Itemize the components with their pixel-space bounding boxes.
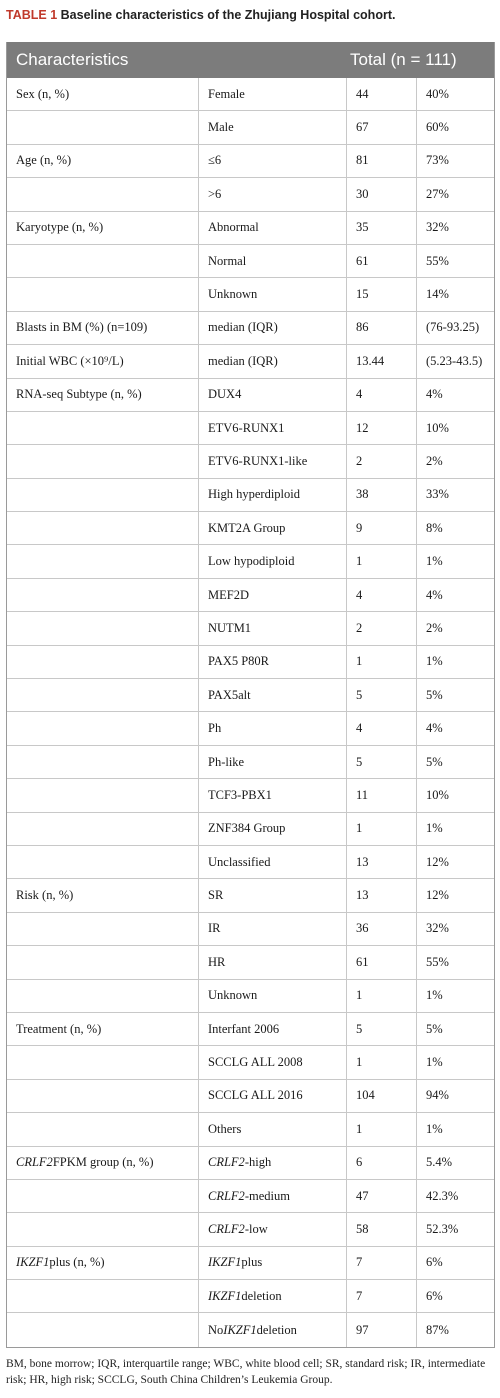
cell-c1: CRLF2 FPKM group (n, %) bbox=[16, 1155, 154, 1170]
cell-c2: High hyperdiploid bbox=[198, 479, 346, 511]
cell-c1 bbox=[7, 746, 198, 778]
cell-c3: 86 bbox=[346, 312, 416, 344]
table-row bbox=[7, 345, 494, 378]
table-row bbox=[7, 1180, 494, 1213]
table-row bbox=[7, 813, 494, 846]
cell-c2: KMT2A Group bbox=[198, 512, 346, 544]
table-row bbox=[7, 746, 494, 779]
cell-c2: ≤6 bbox=[198, 145, 346, 177]
table-title: Baseline characteristics of the Zhujiang Hospital cohort. bbox=[60, 8, 396, 22]
table-row bbox=[7, 512, 494, 545]
cell-c1 bbox=[7, 946, 198, 978]
cell-c2: Male bbox=[198, 111, 346, 143]
table-row bbox=[7, 579, 494, 612]
cell-c3: 6 bbox=[346, 1147, 416, 1179]
cell-c3: 4 bbox=[346, 712, 416, 744]
table-row bbox=[7, 245, 494, 278]
cell-c2: IKZF1 deletion bbox=[198, 1280, 346, 1312]
cell-c1 bbox=[7, 1180, 198, 1212]
table-row bbox=[7, 646, 494, 679]
cell-c3: 81 bbox=[346, 145, 416, 177]
cell-c2: No IKZF1 deletion bbox=[198, 1313, 346, 1346]
table-row bbox=[7, 1013, 494, 1046]
cell-c1 bbox=[7, 545, 198, 577]
cell-c4: 1% bbox=[416, 545, 496, 577]
cell-c2: >6 bbox=[198, 178, 346, 210]
cell-c3: 5 bbox=[346, 746, 416, 778]
cell-c1: Treatment (n, %) bbox=[16, 1021, 102, 1036]
table-row bbox=[7, 1046, 494, 1079]
cell-c4: 6% bbox=[416, 1247, 496, 1279]
cell-c1 bbox=[7, 646, 198, 678]
table-row bbox=[7, 445, 494, 478]
cell-c2: IR bbox=[198, 913, 346, 945]
table-row bbox=[7, 479, 494, 512]
cell-c4: 1% bbox=[416, 813, 496, 845]
table-row bbox=[7, 913, 494, 946]
cell-c2: Unknown bbox=[198, 278, 346, 310]
cell-c4: 10% bbox=[416, 779, 496, 811]
cell-c2: Unclassified bbox=[198, 846, 346, 878]
cell-c3: 61 bbox=[346, 245, 416, 277]
table-footnote: BM, bone morrow; IQR, interquartile range; WBC, white blood cell; SR, standard risk; IR, intermediate risk; HR, high risk; SCCLG, South China Children’s Leukemia Group. bbox=[6, 1358, 486, 1386]
cell-c4: 60% bbox=[416, 111, 496, 143]
table-label: TABLE 1 bbox=[6, 8, 58, 22]
table-row bbox=[7, 712, 494, 745]
cell-c1 bbox=[7, 813, 198, 845]
cell-c3: 44 bbox=[346, 78, 416, 110]
cell-c1 bbox=[7, 1280, 198, 1312]
cell-c3: 1 bbox=[346, 1046, 416, 1078]
cell-c3: 7 bbox=[346, 1247, 416, 1279]
cell-c2: SCCLG ALL 2008 bbox=[198, 1046, 346, 1078]
table-row bbox=[7, 846, 494, 879]
cell-c4: 5.4% bbox=[416, 1147, 496, 1179]
cell-c1 bbox=[7, 445, 198, 477]
cell-c2: Others bbox=[198, 1113, 346, 1145]
table-row bbox=[7, 145, 494, 178]
cell-c2: CRLF2 -medium bbox=[198, 1180, 346, 1212]
cell-c2: PAX5 P80R bbox=[198, 646, 346, 678]
table-row bbox=[7, 1213, 494, 1246]
cell-c1 bbox=[7, 579, 198, 611]
table-row bbox=[7, 679, 494, 712]
cell-c4: 1% bbox=[416, 1113, 496, 1145]
cell-c1 bbox=[7, 913, 198, 945]
cell-c2: NUTM1 bbox=[198, 612, 346, 644]
header-characteristics: Characteristics bbox=[16, 50, 129, 69]
cell-c1 bbox=[7, 1046, 198, 1078]
cell-c2: HR bbox=[198, 946, 346, 978]
table-body bbox=[7, 78, 494, 1347]
table-row bbox=[7, 612, 494, 645]
cell-c2: Unknown bbox=[198, 980, 346, 1012]
cell-c3: 104 bbox=[346, 1080, 416, 1112]
cell-c2: TCF3-PBX1 bbox=[198, 779, 346, 811]
cell-c3: 38 bbox=[346, 479, 416, 511]
cell-c1 bbox=[7, 612, 198, 644]
cell-c4: (76-93.25) bbox=[416, 312, 496, 344]
cell-c2: Ph-like bbox=[198, 746, 346, 778]
table-row bbox=[7, 278, 494, 311]
cell-c2: ETV6-RUNX1-like bbox=[198, 445, 346, 477]
cell-c1 bbox=[7, 1213, 198, 1245]
cell-c4: (5.23-43.5) bbox=[416, 345, 496, 377]
cell-c2: Female bbox=[198, 78, 346, 110]
cell-c3: 36 bbox=[346, 913, 416, 945]
cell-c1: RNA-seq Subtype (n, %) bbox=[16, 387, 142, 402]
cell-c4: 42.3% bbox=[416, 1180, 496, 1212]
cell-c4: 87% bbox=[416, 1313, 496, 1346]
cell-c1 bbox=[7, 712, 198, 744]
cell-c3: 35 bbox=[346, 212, 416, 244]
cell-c3: 2 bbox=[346, 445, 416, 477]
cell-c2: Normal bbox=[198, 245, 346, 277]
cell-c4: 5% bbox=[416, 1013, 496, 1045]
table-row bbox=[7, 178, 494, 211]
cell-c4: 6% bbox=[416, 1280, 496, 1312]
cell-c1 bbox=[7, 512, 198, 544]
cell-c3: 47 bbox=[346, 1180, 416, 1212]
cell-c4: 52.3% bbox=[416, 1213, 496, 1245]
cell-c1 bbox=[7, 846, 198, 878]
cell-c4: 5% bbox=[416, 746, 496, 778]
cell-c3: 30 bbox=[346, 178, 416, 210]
table-row bbox=[7, 111, 494, 144]
cell-c3: 5 bbox=[346, 679, 416, 711]
table-row bbox=[7, 779, 494, 812]
cell-c4: 4% bbox=[416, 712, 496, 744]
table-row bbox=[7, 1247, 494, 1280]
cell-c1 bbox=[7, 412, 198, 444]
cell-c1: Blasts in BM (%) (n=109) bbox=[16, 320, 148, 335]
cell-c2: CRLF2 -high bbox=[198, 1147, 346, 1179]
cell-c3: 58 bbox=[346, 1213, 416, 1245]
cell-c2: median (IQR) bbox=[198, 345, 346, 377]
cell-c3: 61 bbox=[346, 946, 416, 978]
table-row bbox=[7, 78, 494, 111]
cell-c1 bbox=[7, 278, 198, 310]
cell-c3: 4 bbox=[346, 579, 416, 611]
table-row bbox=[7, 946, 494, 979]
cell-c1 bbox=[7, 1113, 198, 1145]
cell-c3: 13.44 bbox=[346, 345, 416, 377]
cell-c3: 5 bbox=[346, 1013, 416, 1045]
cell-c2: PAX5alt bbox=[198, 679, 346, 711]
cell-c2: Abnormal bbox=[198, 212, 346, 244]
cell-c2: MEF2D bbox=[198, 579, 346, 611]
cell-c1 bbox=[7, 679, 198, 711]
cell-c3: 1 bbox=[346, 980, 416, 1012]
cell-c3: 97 bbox=[346, 1313, 416, 1346]
cell-c1: Risk (n, %) bbox=[16, 888, 74, 903]
cell-c3: 1 bbox=[346, 545, 416, 577]
cell-c4: 55% bbox=[416, 946, 496, 978]
cell-c4: 94% bbox=[416, 1080, 496, 1112]
table-row bbox=[7, 879, 494, 912]
cell-c2: DUX4 bbox=[198, 379, 346, 411]
cell-c3: 67 bbox=[346, 111, 416, 143]
cell-c4: 10% bbox=[416, 412, 496, 444]
cell-c2: Ph bbox=[198, 712, 346, 744]
cell-c1 bbox=[7, 1313, 198, 1346]
cell-c2: SCCLG ALL 2016 bbox=[198, 1080, 346, 1112]
cell-c3: 12 bbox=[346, 412, 416, 444]
cell-c1 bbox=[7, 479, 198, 511]
cell-c3: 13 bbox=[346, 846, 416, 878]
cell-c1: Sex (n, %) bbox=[16, 86, 70, 101]
cell-c1: IKZF1 plus (n, %) bbox=[16, 1255, 105, 1270]
cell-c2: ZNF384 Group bbox=[198, 813, 346, 845]
header-total: Total (n = 111) bbox=[350, 50, 457, 69]
table-row bbox=[7, 545, 494, 578]
table-row bbox=[7, 1080, 494, 1113]
cell-c1: Age (n, %) bbox=[16, 153, 72, 168]
cell-c4: 12% bbox=[416, 879, 496, 911]
cell-c1: Initial WBC (×10⁹/L) bbox=[16, 353, 124, 368]
cell-c1 bbox=[7, 980, 198, 1012]
cell-c3: 15 bbox=[346, 278, 416, 310]
cell-c4: 2% bbox=[416, 612, 496, 644]
cell-c3: 13 bbox=[346, 879, 416, 911]
cell-c3: 1 bbox=[346, 1113, 416, 1145]
cell-c4: 12% bbox=[416, 846, 496, 878]
cell-c4: 27% bbox=[416, 178, 496, 210]
cell-c3: 9 bbox=[346, 512, 416, 544]
table-row bbox=[7, 1147, 494, 1180]
cell-c3: 1 bbox=[346, 646, 416, 678]
table-row bbox=[7, 212, 494, 245]
table-row bbox=[7, 1113, 494, 1146]
cell-c2: Low hypodiploid bbox=[198, 545, 346, 577]
cell-c3: 4 bbox=[346, 379, 416, 411]
cell-c1 bbox=[7, 1080, 198, 1112]
cell-c2: median (IQR) bbox=[198, 312, 346, 344]
table-caption bbox=[6, 8, 496, 22]
cell-c3: 11 bbox=[346, 779, 416, 811]
cell-c1 bbox=[7, 178, 198, 210]
cell-c1 bbox=[7, 779, 198, 811]
cell-c1 bbox=[7, 245, 198, 277]
cell-c4: 32% bbox=[416, 913, 496, 945]
cell-c4: 8% bbox=[416, 512, 496, 544]
cell-c4: 5% bbox=[416, 679, 496, 711]
table-row bbox=[7, 1280, 494, 1313]
cell-c1: Karyotype (n, %) bbox=[16, 220, 104, 235]
cell-c2: Interfant 2006 bbox=[198, 1013, 346, 1045]
cell-c3: 1 bbox=[346, 813, 416, 845]
cell-c4: 32% bbox=[416, 212, 496, 244]
cell-c2: SR bbox=[198, 879, 346, 911]
cell-c2: CRLF2 -low bbox=[198, 1213, 346, 1245]
cell-c4: 4% bbox=[416, 579, 496, 611]
cell-c4: 4% bbox=[416, 379, 496, 411]
cell-c4: 1% bbox=[416, 646, 496, 678]
cell-c3: 7 bbox=[346, 1280, 416, 1312]
cell-c4: 1% bbox=[416, 1046, 496, 1078]
table-row bbox=[7, 312, 494, 345]
cell-c4: 33% bbox=[416, 479, 496, 511]
cell-c2: ETV6-RUNX1 bbox=[198, 412, 346, 444]
cell-c1 bbox=[7, 111, 198, 143]
cell-c4: 40% bbox=[416, 78, 496, 110]
table-row bbox=[7, 379, 494, 412]
cell-c4: 55% bbox=[416, 245, 496, 277]
cell-c4: 2% bbox=[416, 445, 496, 477]
table-row bbox=[7, 1313, 494, 1346]
cell-c4: 73% bbox=[416, 145, 496, 177]
table-header bbox=[7, 42, 494, 78]
baseline-table bbox=[6, 42, 495, 1348]
table-row bbox=[7, 412, 494, 445]
cell-c4: 1% bbox=[416, 980, 496, 1012]
table-row bbox=[7, 980, 494, 1013]
cell-c3: 2 bbox=[346, 612, 416, 644]
cell-c2: IKZF1 plus bbox=[198, 1247, 346, 1279]
cell-c4: 14% bbox=[416, 278, 496, 310]
